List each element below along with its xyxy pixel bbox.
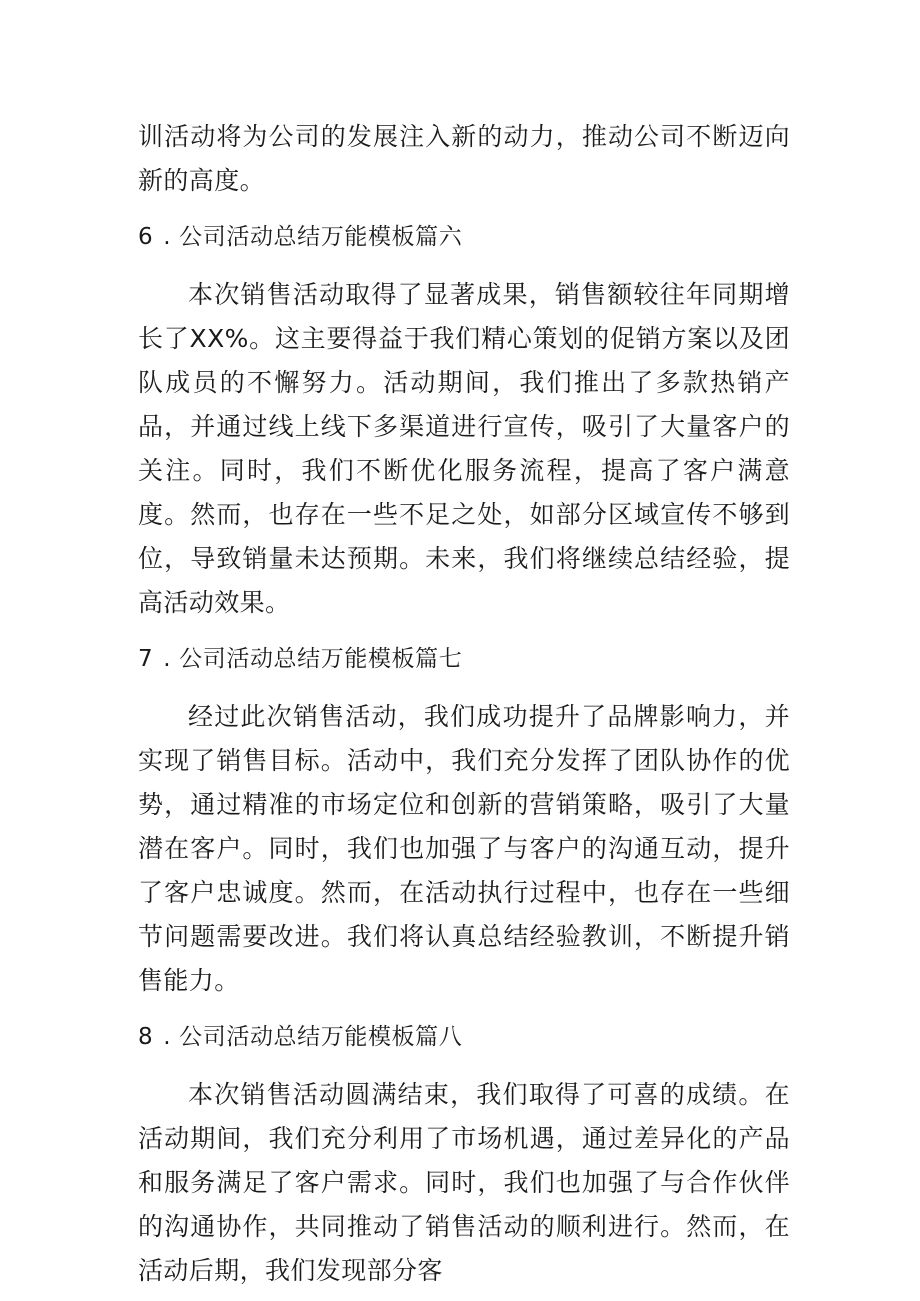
- heading-dot: .: [163, 646, 172, 672]
- intro-paragraph: 训活动将为公司的发展注入新的动力，推动公司不断迈向新的高度。: [138, 122, 790, 195]
- section-heading-7: [138, 637, 790, 681]
- section-title: 公司活动总结万能模板篇六: [179, 224, 463, 250]
- section-number: 7: [138, 646, 154, 672]
- section-body-7: 经过此次销售活动，我们成功提升了品牌影响力，并实现了销售目标。活动中，我们充分发挥了团队协作的优势，通过精准的市场定位和创新的营销策略，吸引了大量潜在客户。同时，我们也加强了与客户的沟通互动，提升了客户忠诚度。然而，在活动执行过程中，也存在一些细节问题需要改进。我们将认真总结经验教训，不断提升销售能力。: [138, 702, 790, 995]
- document-content: [138, 115, 790, 1293]
- section-heading-8: [138, 1015, 790, 1059]
- section-number: 8: [138, 1024, 154, 1050]
- section-body-6: 本次销售活动取得了显著成果，销售额较往年同期增长了XX%。这主要得益于我们精心策划的促销方案以及团队成员的不懈努力。活动期间，我们推出了多款热销产品，并通过线上线下多渠道进行宣传，吸引了大量客户的关注。同时，我们不断优化服务流程，提高了客户满意度。然而，也存在一些不足之处，如部分区域宣传不够到位，导致销量未达预期。未来，我们将继续总结经验，提高活动效果。: [138, 280, 790, 617]
- heading-dot: .: [163, 1024, 172, 1050]
- section-body-8: 本次销售活动圆满结束，我们取得了可喜的成绩。在活动期间，我们充分利用了市场机遇，通过差异化的产品和服务满足了客户需求。同时，我们也加强了与合作伙伴的沟通协作，共同推动了销售活动的顺利进行。然而，在活动后期，我们发现部分客: [138, 1080, 790, 1285]
- section-number: 6: [138, 224, 154, 250]
- section-heading-6: [138, 215, 790, 259]
- section-title: 公司活动总结万能模板篇八: [179, 1024, 463, 1050]
- section-title: 公司活动总结万能模板篇七: [179, 646, 463, 672]
- heading-dot: .: [163, 224, 172, 250]
